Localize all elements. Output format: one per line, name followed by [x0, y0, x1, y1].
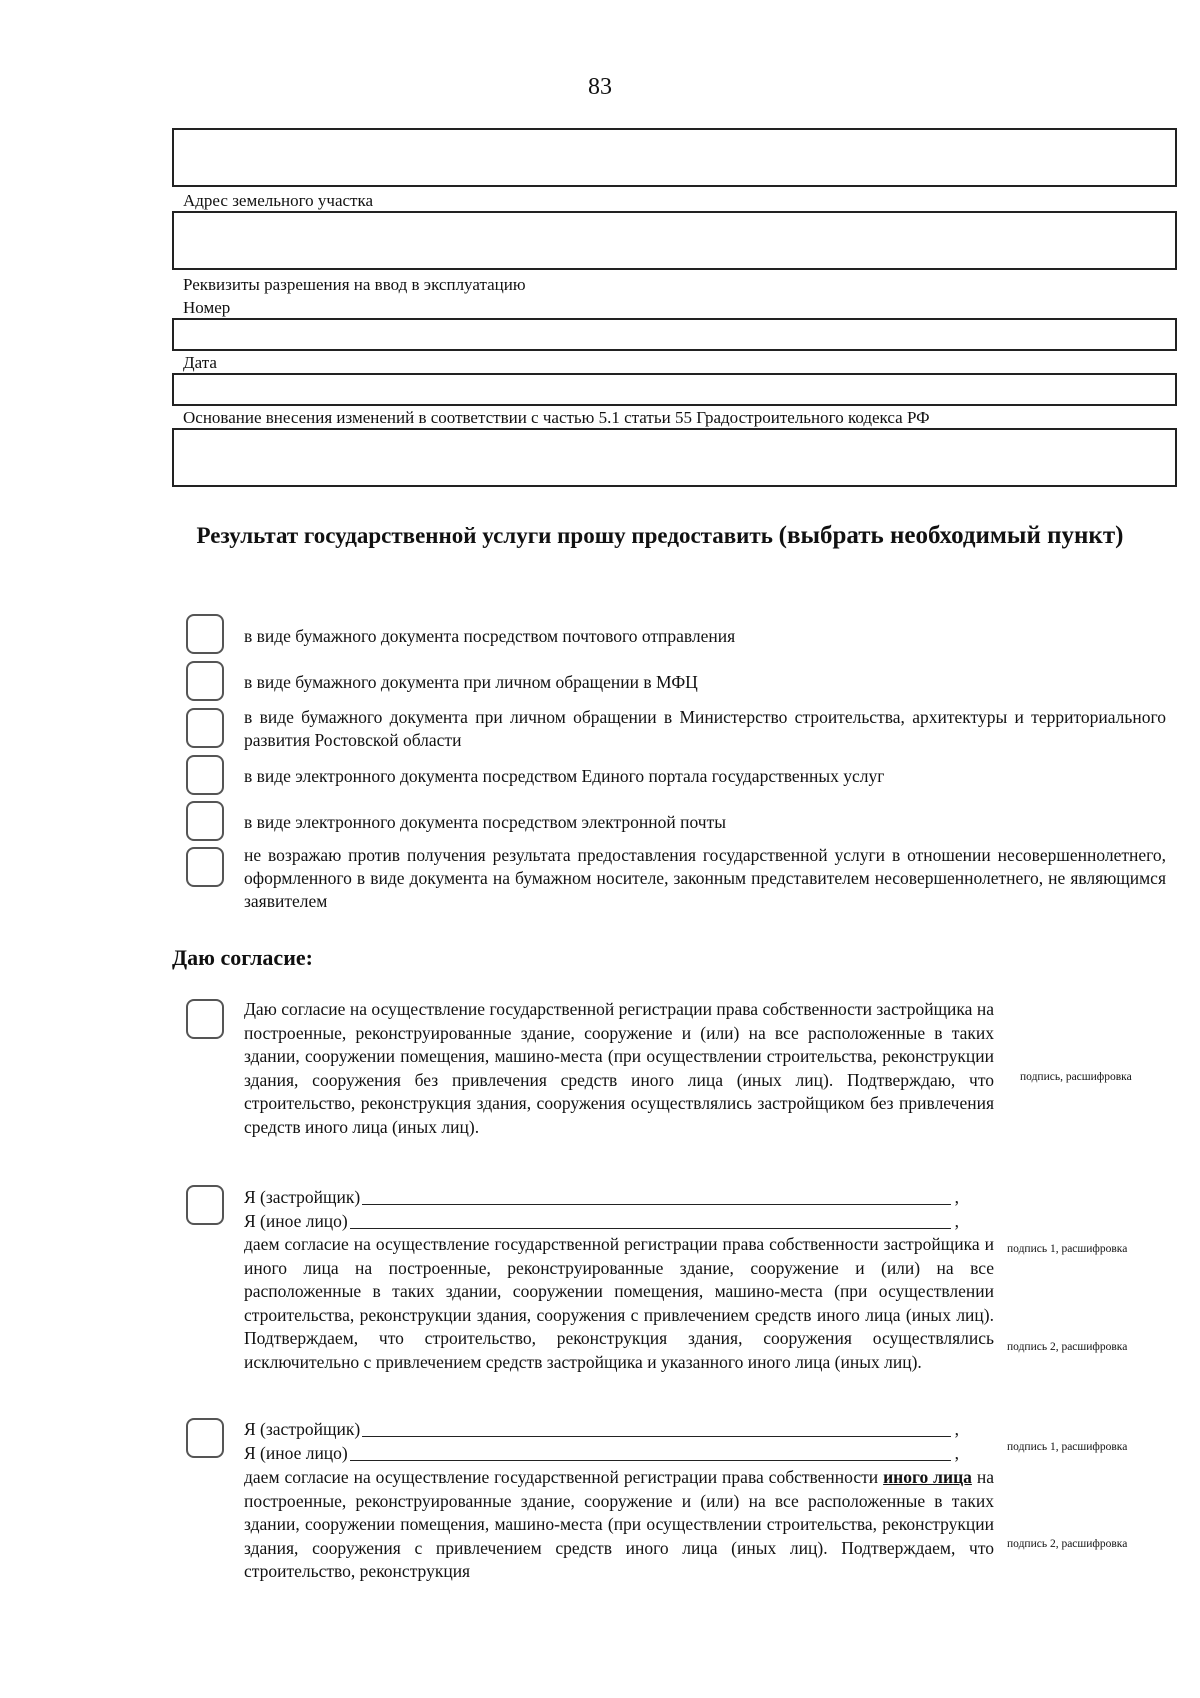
page-number: 83: [588, 74, 612, 100]
option-portal-checkbox[interactable]: [186, 755, 224, 795]
consent-other-person-text-end: на построенные, реконструированные здание, сооружение и (или) на все расположенные в таких здании, сооружении помещения, машино-места (при осуществлении строительства, реконструкции здания, сооружения с привлечением средств иного лица (иных лиц). Подтверждаем, что строительство, реконструкция: [244, 1467, 994, 1581]
option-minor-checkbox[interactable]: [186, 847, 224, 887]
permit-date-label: Дата: [183, 353, 217, 372]
option-mfc-checkbox[interactable]: [186, 661, 224, 701]
signature-caption: подпись, расшифровка: [1020, 1071, 1132, 1083]
developer-comma-2: ,: [954, 1419, 959, 1439]
consent-developer-checkbox[interactable]: [186, 999, 224, 1039]
result-heading-main: Результат государственной услуги прошу предоставить: [196, 523, 779, 548]
signature1-caption-2: подпись 1, расшифровка: [1007, 1441, 1128, 1453]
permit-date-input[interactable]: [172, 373, 1177, 406]
land-address-label: Адрес земельного участка: [183, 191, 374, 210]
developer-name-line[interactable]: [362, 1203, 950, 1205]
consent-joint-checkbox[interactable]: [186, 1185, 224, 1225]
top-field-input[interactable]: [172, 128, 1177, 187]
developer-name-row-2: [244, 1418, 959, 1442]
consent-other-person-checkbox[interactable]: [186, 1418, 224, 1458]
option-mfc-text: в виде бумажного документа при личном обращении в МФЦ: [244, 672, 698, 692]
option-ministry-checkbox[interactable]: [186, 708, 224, 748]
other-person-label: Я (иное лицо): [244, 1211, 348, 1231]
developer-label-2: Я (застройщик): [244, 1419, 361, 1439]
other-person-comma: ,: [954, 1211, 959, 1231]
other-person-label-2: Я (иное лицо): [244, 1443, 348, 1463]
other-person-name-row: [244, 1210, 959, 1234]
change-basis-label: Основание внесения изменений в соответствии с частью 5.1 статьи 55 Градостроительного кодекса РФ: [183, 408, 930, 427]
consent-other-person-text-start: даем согласие на осуществление государственной регистрации права собственности: [244, 1467, 884, 1487]
developer-label: Я (застройщик): [244, 1187, 361, 1207]
signature1-caption: подпись 1, расшифровка: [1007, 1243, 1128, 1255]
change-basis-input[interactable]: [172, 428, 1177, 487]
permit-number-input[interactable]: [172, 318, 1177, 351]
developer-name-line-2[interactable]: [362, 1435, 950, 1437]
other-person-name-row-2: [244, 1442, 959, 1466]
permit-details-label: Реквизиты разрешения на ввод в эксплуатацию: [183, 275, 526, 294]
option-postal-text: в виде бумажного документа посредством почтового отправления: [244, 626, 736, 646]
option-minor-text: не возражаю против получения результата предоставления государственной услуги в отношении несовершеннолетнего, оформленного в виде документа на бумажном носителе, законным представителем несовершеннолетнего, не являющимся заявителем: [244, 845, 1166, 911]
other-person-emphasis: иного лица: [883, 1467, 972, 1487]
result-section-heading: [180, 520, 1140, 552]
consent-other-person-text: [244, 1466, 994, 1584]
signature2-caption-2: подпись 2, расшифровка: [1007, 1538, 1128, 1550]
consent-developer-text: Даю согласие на осуществление государственной регистрации права собственности застройщика на построенные, реконструированные здание, сооружение и (или) на все расположенные в таких здании, сооружении помещения, машино-места (при осуществлении строительства, реконструкции здания, сооружения без привлечения средств иного лица (иных лиц). Подтверждаю, что строительство, реконструкция здания, сооружения осуществлялись застройщиком без привлечения средств иного лица (иных лиц).: [244, 999, 994, 1137]
option-email-checkbox[interactable]: [186, 801, 224, 841]
option-email-text: в виде электронного документа посредством электронной почты: [244, 812, 726, 832]
consent-section-title: Даю согласие:: [172, 945, 313, 970]
developer-name-row: [244, 1186, 959, 1210]
option-ministry-text: в виде бумажного документа при личном обращении в Министерство строительства, архитектуры и территориального развития Ростовской области: [244, 707, 1166, 750]
land-address-input[interactable]: [172, 211, 1177, 270]
result-heading-note: (выбрать необходимый пункт): [778, 522, 1124, 549]
consent-joint-text: даем согласие на осуществление государственной регистрации права собственности застройщика и иного лица на построенные, реконструированные здание, сооружение и (или) на все расположенные в таких здании, сооружении помещения, машино-места (при осуществлении строительства, реконструкции здания, сооружения с привлечением средств иного лица (иных лиц). Подтверждаем, что строительство, реконструкция здания, сооружения осуществлялись исключительно с привлечением средств застройщика и указанного иного лица (иных лиц).: [244, 1234, 994, 1372]
option-postal-checkbox[interactable]: [186, 614, 224, 654]
permit-number-label: Номер: [183, 298, 231, 317]
option-portal-text: в виде электронного документа посредством Единого портала государственных услуг: [244, 766, 885, 786]
other-person-comma-2: ,: [954, 1443, 959, 1463]
developer-comma: ,: [954, 1187, 959, 1207]
other-person-name-line[interactable]: [350, 1227, 951, 1229]
signature2-caption: подпись 2, расшифровка: [1007, 1341, 1128, 1353]
other-person-name-line-2[interactable]: [350, 1459, 951, 1461]
